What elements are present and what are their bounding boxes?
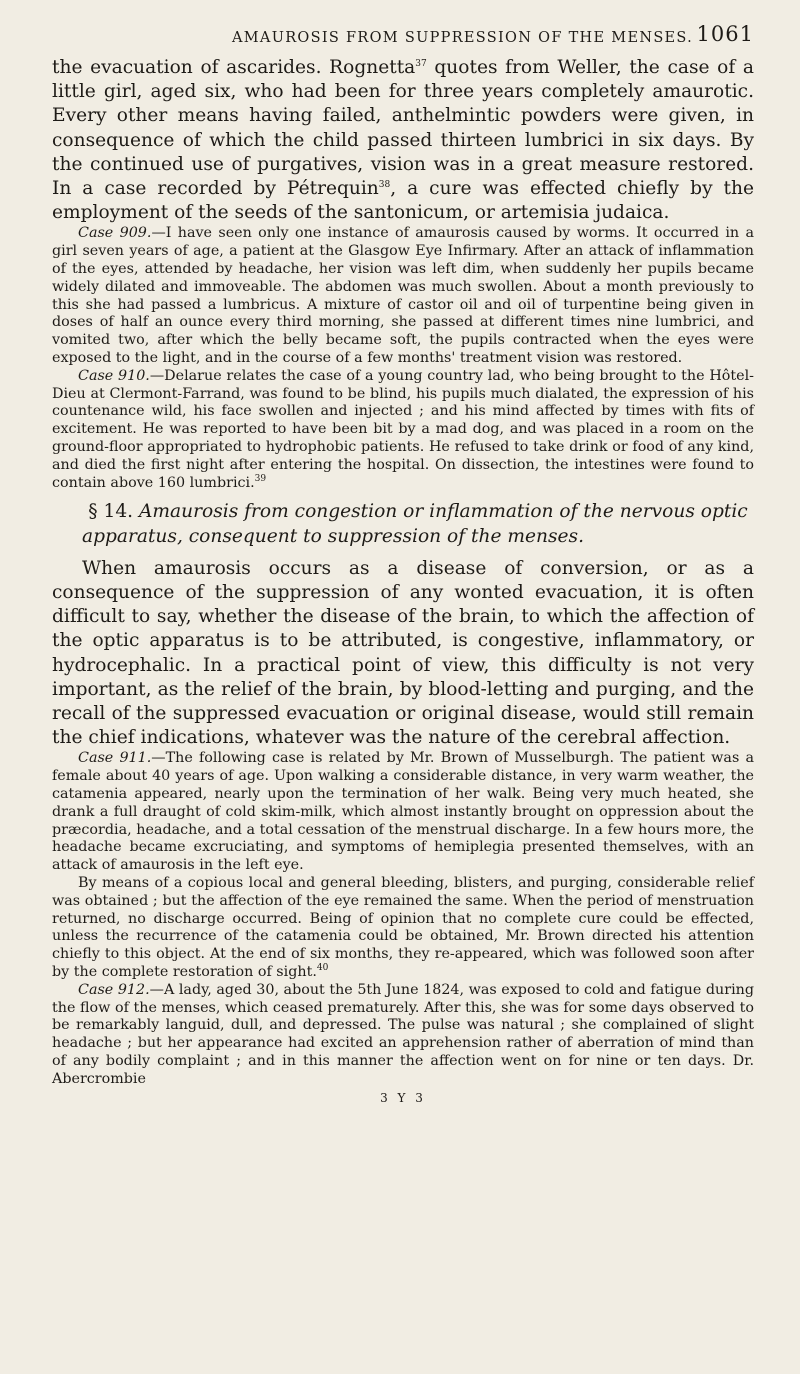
running-title: AMAUROSIS FROM SUPPRESSION OF THE MENSES.	[232, 30, 694, 46]
footnote-ref-40: 40	[316, 963, 329, 974]
section-heading: § 14. Amaurosis from congestion or inflammation of the nervous optic apparatus, consequent to suppression of the menses.	[82, 501, 748, 547]
case-912: Case 912.—A lady, aged 30, about the 5th June 1824, was exposed to cold and fatigue during the flow of the menses, which ceased prematurely. After this, she was for some days observed to be remarkably languid, dull, and depressed. The pulse was natural ; she complained of slight headache ; but her appearance had excited an apprehension rather of aberration of mind than of any bodily complaint ; and in this manner the affection went on for nine or ten days. Dr. Abercrombie	[52, 981, 755, 1087]
page-number: 1061	[696, 22, 754, 46]
case-909: Case 909.—I have seen only one instance of amaurosis caused by worms. It occurred in a girl seven years of age, a patient at the Glasgow Eye Infirmary. After an attack of inflammation of the eyes, attended by headache, her vision was left dim, when suddenly her pupils became widely dilated and immoveable. The abdomen was much swollen. About a month previously to this she had passed a lumbricus. A mixture of castor oil and oil of turpentine being given in doses of half an ounce every third morning, she passed at different times nine lumbrici, and vomited two, after which the belly became soft, the pupils contracted when the eyes were exposed to the light, and in the course of a few months' treatment vision was restored.	[52, 225, 755, 366]
footnote-ref-39: 39	[254, 473, 267, 484]
case-910: Case 910.—Delarue relates the case of a young country lad, who being brought to the Hôtel-Dieu at Clermont-Farrand, was found to be blind, his pupils much dialated, the expression of his countenance wild, his face swollen and injected ; and his mind affected by times with fits of excitement. He was reported to have been bit by a mad dog, and was placed in a room on the ground-floor appropriated to hydrophobic patients. He refused to take drink or food of any kind, and died the first night after entering the hospital. On dissection, the intestines were found to contain above 160 lumbrici.$^{39}$	[52, 367, 755, 491]
case-label: Case 912.	[78, 981, 150, 998]
paragraph-worms-cases: the evacuation of ascarides. Rognetta$^{37}$ quotes from Weller, the case of a little girl, aged six, who had been for three years completely amaurotic. Every other means having failed, anthelmintic powders were given, in consequence of which the child passed thirteen lumbrici in six days. By the continued use of purgatives, vision was in a great measure restored. In a case recorded by Pétrequin$^{38}$, a cure was effected chiefly by the employment of the seeds of the santonicum, or artemisia judaica.	[52, 57, 754, 224]
footnote-ref-37: 37	[415, 58, 427, 69]
page-header	[52, 22, 754, 56]
case-911-continued: By means of a copious local and general bleeding, blisters, and purging, considerable relief was obtained ; but the affection of the eye remained the same. When the period of menstruation returned, no discharge occurred. Being of opinion that no complete cure could be effected, unless the recurrence of the catamenia could be obtained, Mr. Brown directed his attention chiefly to this object. At the end of six months, they re-appeared, which was followed soon after by the complete restoration of sight.$^{40}$	[52, 874, 754, 980]
case-911: Case 911.—The following case is related by Mr. Brown of Musselburgh. The patient was a female about 40 years of age. Upon walking a considerable distance, in very warm weather, the catamenia appeared, nearly upon the termination of her walk. Being very much heated, she drank a full draught of cold skim-milk, which almost instantly brought on oppression about the præcordia, headache, and a total cessation of the menstrual discharge. In a few hours more, the headache became excruciating, and symptoms of hemiplegia presented themselves, with an attack of amaurosis in the left eye.	[52, 750, 754, 874]
case-label: Case 909.	[78, 225, 152, 242]
signature-mark: 3 Y 3	[380, 1090, 426, 1105]
footnote-ref-38: 38	[378, 179, 391, 190]
paragraph-conversion: When amaurosis occurs as a disease of conversion, or as a consequence of the suppression of any wonted evacuation, it is often difficult to say, whether the disease of the brain, to which the affection of the optic apparatus is to be attributed, is congestive, inflammatory, or hydrocephalic. In a practical point of view, this difficulty is not very important, as the relief of the brain, by blood-letting and purging, and the recall of the suppressed evacuation or original disease, would still remain the chief indications, whatever was the nature of the cerebral affection.	[52, 557, 754, 749]
case-label: Case 911.	[78, 750, 152, 767]
section-title: Amaurosis from congestion or inflammation of the nervous optic apparatus, consequent to suppression of the menses.	[82, 501, 748, 547]
case-label: Case 910.	[78, 367, 150, 384]
